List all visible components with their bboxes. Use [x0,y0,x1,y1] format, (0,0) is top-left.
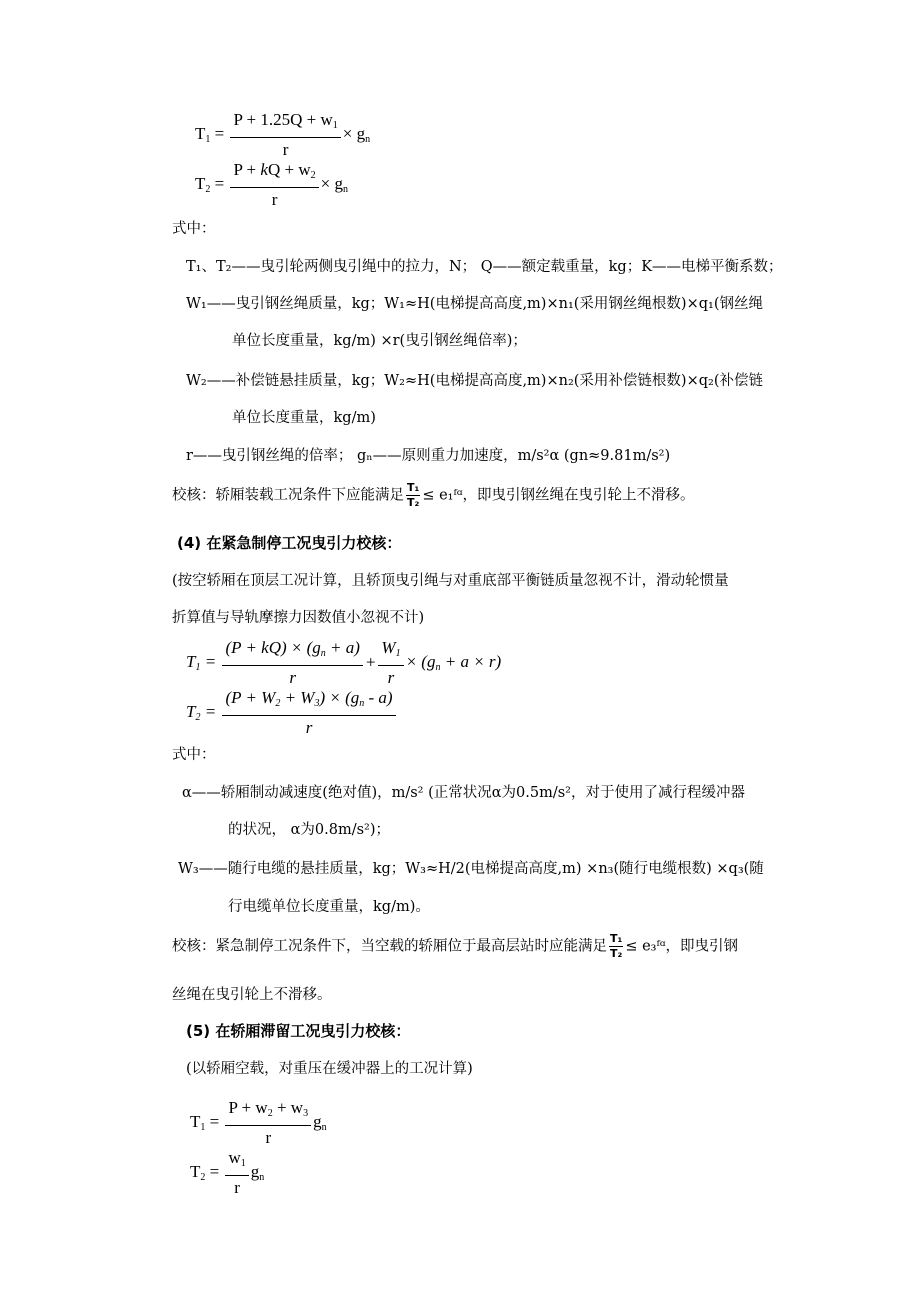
definition-r-gn: r——曳引钢丝绳的倍率； gₙ——原则重力加速度，m/s²α (gn≈9.81m/s²) [186,448,671,464]
check-loading-condition: 校核：轿厢装载工况条件下应能满足 $\frac{\text{T₁}}{\text{T₂}}$ ≤ e₁ᶠᵅ，即曳引钢丝绳在曳引轮上不滑移。 [172,481,695,509]
formula-t1-emergency: T1 = $\frac{(P + kQ) \times (gn + a)}{r}$ + $\frac{W1}{r}$ × (gn + a × r) [186,638,502,687]
t1-over-t2-fraction-2: $\frac{\text{T₁}}{\text{T₂}}$ [610,932,623,960]
formula-t2-emergency: T2 = $\frac{(P + W2 + W3) \times (gn - a)}{r}$ [186,688,398,737]
definition-w1-cont: 单位长度重量，kg/m) ×r(曳引钢丝绳倍率)； [232,333,527,349]
definition-alpha: α——轿厢制动减速度(绝对值)，m/s² (正常状况α为0.5m/s²，对于使用了减行程缓冲器 [182,785,745,801]
formula-t1-stalled: T1 = $\frac{P + w2 + w3}{r}$ gn [190,1098,327,1147]
definition-w2-cont: 单位长度重量，kg/m) [232,410,376,426]
section-heading-car-stalled: (5) 在轿厢滞留工况曳引力校核： [186,1022,411,1040]
definition-w3-cont: 行电缆单位长度重量，kg/m)。 [228,899,430,915]
where-label-2: 式中： [172,747,216,763]
check-emergency-condition-cont: 丝绳在曳引轮上不滑移。 [172,987,332,1003]
definition-w3: W₃——随行电缆的悬挂质量，kg；W₃≈H/2(电梯提高高度,m) ×n₃(随行电缆根数) ×q₃(随 [178,861,764,877]
section-heading-emergency-stop: (4) 在紧急制停工况曳引力校核： [177,534,402,552]
definition-w2: W₂——补偿链悬挂质量，kg；W₂≈H(电梯提高高度,m)×n₂(采用补偿链根数)×q₂(补偿链 [186,373,763,389]
definition-t1-t2-q-k: T₁、T₂——曳引轮两侧曳引绳中的拉力，N； Q——额定载重量，kg；K——电梯平衡系数； [186,259,783,275]
t1-over-t2-fraction: $\frac{\text{T₁}}{\text{T₂}}$ [407,481,420,509]
section-note-emergency-cont: 折算值与导轨摩擦力因数值小忽视不计) [172,610,425,626]
formula-t1-loading: T1 = $\frac{P + 1.25Q + w1}{r}$ × gn [195,110,371,159]
section-note-car-stalled: (以轿厢空载，对重压在缓冲器上的工况计算) [186,1061,473,1077]
section-note-emergency: (按空轿厢在顶层工况计算，且轿顶曳引绳与对重底部平衡链质量忽视不计，滑动轮惯量 [172,573,729,589]
check-emergency-condition: 校核：紧急制停工况条件下，当空载的轿厢位于最高层站时应能满足 $\frac{\text{T₁}}{\text{T₂}}$ ≤ e₃ᶠᵅ，即曳引钢 [172,932,738,960]
formula-t2-stalled: T2 = $\frac{w1}{r}$ gn [190,1148,265,1197]
where-label: 式中： [172,221,216,237]
definition-w1: W₁——曳引钢丝绳质量，kg；W₁≈H(电梯提高高度,m)×n₁(采用钢丝绳根数)×q₁(钢丝绳 [186,296,763,312]
definition-alpha-cont: 的状况， α为0.8m/s²)； [228,822,391,838]
formula-t2-loading: T2 = $\frac{P + kQ + w2}{r}$ × gn [195,160,348,209]
